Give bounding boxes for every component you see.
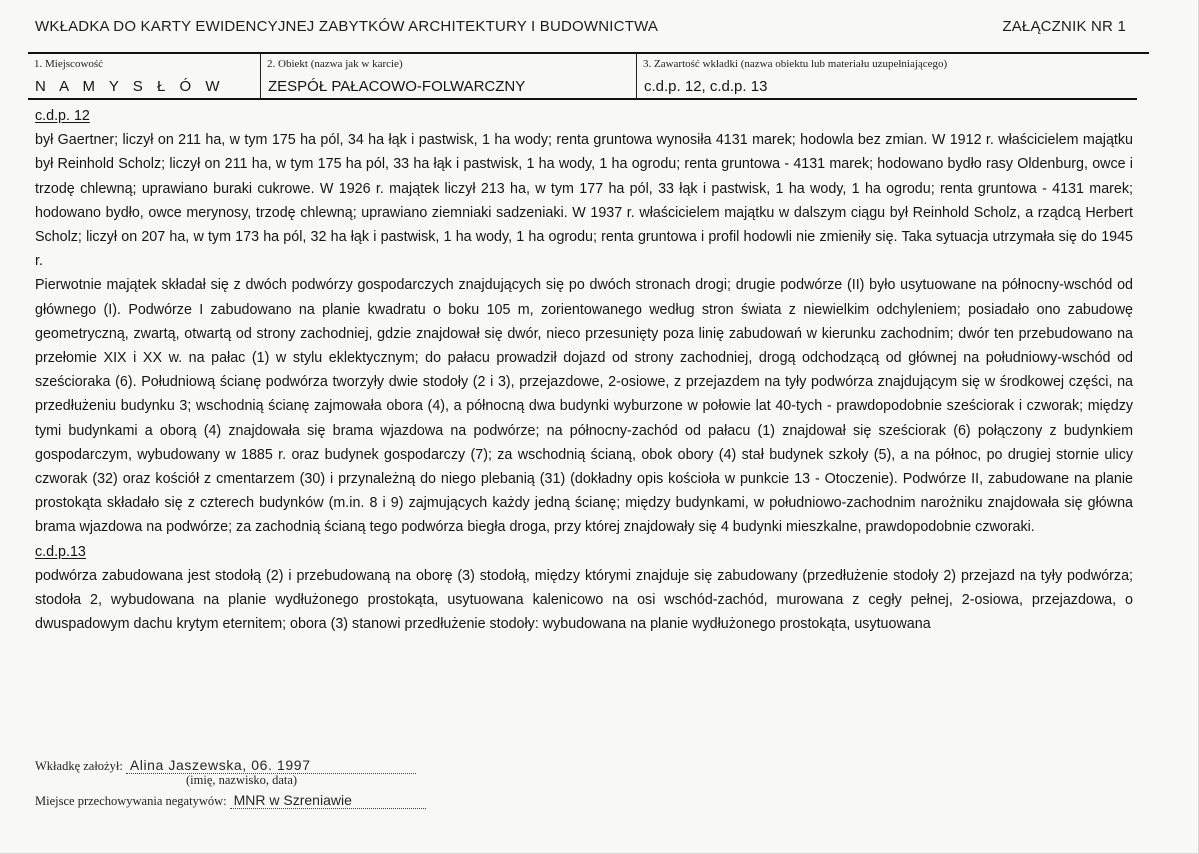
field-object-label: 2. Obiekt (nazwa jak w karcie) <box>267 58 403 70</box>
field-locality-label: 1. Miejscowość <box>34 58 104 70</box>
author-caption: (imię, nazwisko, data) <box>186 773 298 787</box>
header-fields-table <box>28 52 1137 100</box>
author-label: Wkładkę założył: <box>35 759 123 773</box>
author-value: Alina Jaszewska, 06. 1997 <box>126 757 416 774</box>
author-line <box>35 757 416 774</box>
section-heading-cdp12: c.d.p. 12 <box>35 108 90 124</box>
paragraph-layout-description: Pierwotnie majątek składał się z dwóch podwórzy gospodarczych znajdujących się po dwóch stronach drogi; drugie podwórze (II) było usytuowane na północny-wschód od głównego (I). Podwórze I zabudowano na planie kwadratu o boku 105 m, zorientowanego według stron świata z niewielkim odchyleniem; posiadało ono zabudowę geometryczną, zwartą, otwartą od strony zachodniej, gdzie znajdował się dwór, nieco przesunięty poza linię zabudowań w kierunku zachodnim; dwór ten przebudowano na przełomie XIX i XX w. na pałac (1) w stylu eklektycznym; do pałacu prowadził dojazd od strony zachodniej, drogą odchodzącą od głównej na południowy-wschód od sześcioraka (6). Południową ścianę podwórza tworzyły dwie stodoły (2 i 3), przejazdowe, 2-osiowe, z przejazdem na tyły podwórza znajdującym się w środkowej części, na przedłużeniu budynku 3; wschodnią ścianę zajmowała obora (4), a północną dwa budynki wyburzone w połowie lat 40-tych - prawdopodobnie sześciorak i czworak; między tymi budynkami a oborą (4) znajdowała się brama wjazdowa na podwórze; na północny-zachód od pałacu (1) znajdował się sześciorak (6) połączony z budynkiem gospodarczym, wybudowany w 1885 r. oraz budynek gospodarczy (7); za wschodnią ścianą, obok obory (4) stał budynek szkoły (5), a na północ, po drugiej stornie ulicy czworak (32) oraz kościół z cmentarzem (30) i przynależną do niego plebanią (31) (dokładny opis kościoła w punkcie 13 - Otoczenie). Podwórze II, zabudowane na planie prostokąta składało się z czterech budynków (m.in. 8 i 9) zajmujących każdy jedną ścianę; między budynkami, w południowo-zachodnim narożniku znajdowała się główna brama wjazdowa na podwórze; za zachodnią ścianą tego podwórza biegła droga, przy której znajdowały się 4 budynki mieszkalne, prawdopodobnie czworaki. <box>35 277 1133 536</box>
document-body <box>35 104 1133 636</box>
paragraph-barns-description: podwórza zabudowana jest stodołą (2) i przebudowaną na oborę (3) stodołą, między którymi znajduje się zabudowany (przedłużenie stodoły 2) przejazd na tyły podwórza; stodoła 2, wybudowana na planie wydłużonego prostokąta, usytuowana kalenicowo na osi wschód-zachód, murowana z cegły pełnej, 2-osiowa, przejazdowa, o dwuspadowym dachu krytym eternitem; obora (3) stanowi przedłużenie stodoły: wybudowana na planie wydłużonego prostokąta, usytuowana <box>35 567 1133 633</box>
field-object-value: ZESPÓŁ PAŁACOWO-FOLWARCZNY <box>268 78 526 95</box>
paragraph-ownership-history: był Gaertner; liczył on 211 ha, w tym 175 ha pól, 34 ha łąk i pastwisk, 1 ha wody; renta gruntowa wynosiła 4131 marek; hodowla bez zmian. W 1912 r. właścicielem majątku był Reinhold Scholz; liczył on 211 ha, w tym 175 ha pól, 33 ha łąk i pastwisk, 1 ha wody, 1 ha ogrodu; renta gruntowa - 4131 marek; hodowano bydło rasy Oldenburg, owce i trzodę chlewną; uprawiano buraki cukrowe. W 1926 r. majątek liczył 213 ha, w tym 177 ha pól, 33 łąk i pastwisk, 1 ha wody, 1 ha ogrodu; renta gruntowa - 4131 marek; hodowano bydło, owce merynosy, trzodę chlewną; uprawiano ziemniaki sadzeniaki. W 1937 r. właścicielem majątku w dalszym ciągu był Reinhold Scholz, a rządcą Herbert Scholz; liczył on 207 ha, w tym 173 ha pól, 32 ha łąk i pastwisk, 1 ha wody, 1 ha ogrodu; renta gruntowa i profil hodowli nie zmieniły się. Taka sytuacja utrzymała się do 1945 r. <box>35 132 1133 270</box>
field-object <box>260 54 636 98</box>
field-locality <box>28 54 260 98</box>
field-locality-value: N A M Y S Ł Ó W <box>35 78 225 95</box>
storage-line <box>35 792 426 809</box>
field-content <box>636 54 1137 98</box>
form-title: WKŁADKA DO KARTY EWIDENCYJNEJ ZABYTKÓW ARCHITEKTURY I BUDOWNICTWA <box>35 18 659 35</box>
field-content-label: 3. Zawartość wkładki (nazwa obiektu lub materiału uzupełniającego) <box>643 58 948 70</box>
storage-value: MNR w Szreniawie <box>230 792 426 809</box>
field-content-value: c.d.p. 12, c.d.p. 13 <box>644 78 768 95</box>
annex-number: ZAŁĄCZNIK NR 1 <box>1002 18 1126 35</box>
storage-label: Miejsce przechowywania negatywów: <box>35 794 227 808</box>
section-heading-cdp13: c.d.p.13 <box>35 543 86 560</box>
